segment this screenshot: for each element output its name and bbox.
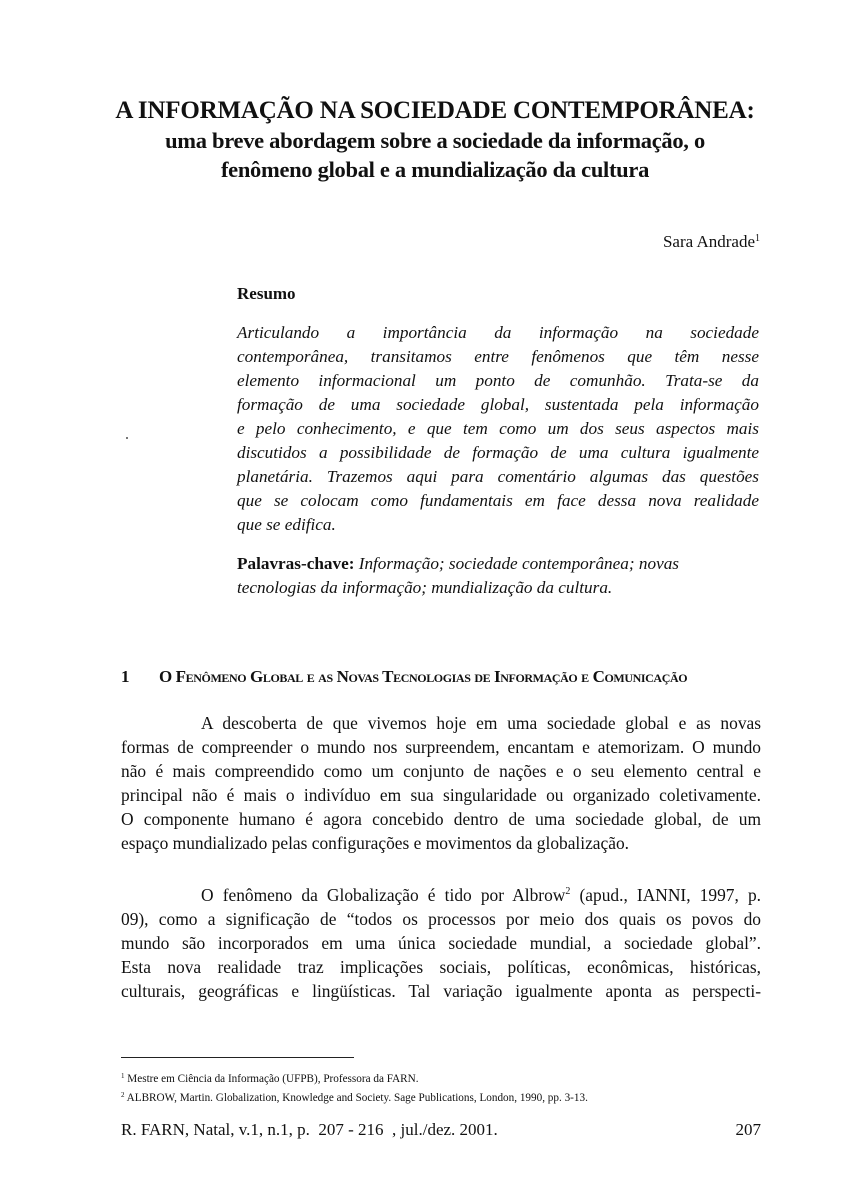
journal-citation: R. FARN, Natal, v.1, n.1, p. 207 - 216 , jul./dez. 2001. [121,1120,498,1139]
abstract-line: elemento informacional um ponto de comunhão. Trata-se da [237,371,759,390]
abstract-line: que se colocam como fundamentais em face dessa nova realidade [237,491,759,510]
abstract-line: Articulando a importância da informação na sociedade [237,323,759,342]
paragraph-line: espaço mundializado pelas configurações e movimentos da globalização. [121,833,630,853]
keywords-values: tecnologias da informação; mundialização da cultura. [237,578,613,597]
paragraph-line: mundo são incorporados em uma única sociedade mundial, a sociedade global”. [121,933,761,953]
keywords [237,552,759,600]
paragraph-text: (apud., IANNI, 1997, p. [570,885,761,905]
footnote-mark: 2 [565,886,571,897]
keywords-label: Palavras-chave: [237,554,355,573]
abstract-heading: Resumo [237,284,296,303]
paragraph-line: 09), como a significação de “todos os processos por meio dos quais os povos do [121,909,761,929]
paragraph-line: culturais, geográficas e lingüísticas. Tal variação igualmente aponta as perspecti- [121,981,761,1001]
keywords-values: Informação; sociedade contemporânea; novas [354,554,679,573]
paragraph-text: O fenômeno da Globalização é tido por Albrow [201,885,566,905]
abstract-line: contemporânea, transitamos entre fenômenos que têm nesse [237,347,759,366]
section-number: 1 [121,667,130,686]
footnote-text: Mestre em Ciência da Informação (UFPB), Professora da FARN. [124,1073,419,1085]
abstract-line: planetária. Trazemos aqui para comentário algumas das questões [237,467,759,486]
footnote [121,1087,761,1106]
footnote-mark: 1 [755,233,760,244]
paragraph-line: Esta nova realidade traz implicações sociais, políticas, econômicas, históricas, [121,957,761,977]
footnotes [121,1068,761,1106]
abstract-line: formação de uma sociedade global, sustentada pela informação [237,395,759,414]
paragraph-line: A descoberta de que vivemos hoje em uma sociedade global e as novas [201,713,761,733]
article-title [110,96,760,184]
author-name: Sara Andrade [662,232,755,251]
scan-speck [126,437,128,439]
author-byline [663,232,760,252]
footnote-mark: 1 [121,1072,125,1080]
paragraph-line: formas de compreender o mundo nos surpreendem, encantam e atemorizam. O mundo [121,737,761,757]
paragraph-line: O componente humano é agora concebido dentro de uma sociedade global, de um [121,809,761,829]
footnote-divider [121,1057,354,1058]
abstract-line: e pelo conhecimento, e que tem como um dos seus aspectos mais [237,419,759,438]
footnote-text: ALBROW, Martin. Globalization, Knowledge and Society. Sage Publications, London, 1990, pp. 3-13. [124,1092,588,1104]
title-subtitle-line: uma breve abordagem sobre a sociedade da informação, o [165,128,705,153]
paragraph [121,711,761,855]
abstract-body [237,321,759,537]
footnote [121,1068,761,1087]
page-footer [121,1120,761,1140]
page-number: 207 [735,1120,761,1139]
paragraph-line [121,880,761,907]
footnote-mark: 2 [121,1091,125,1099]
section-title: O Fenômeno Global e as Novas Tecnologias de Informação e Comunicação [159,667,688,686]
section-heading [121,667,761,687]
title-main: A INFORMAÇÃO NA SOCIEDADE CONTEMPORÂNEA: [115,97,755,124]
abstract-line: discutidos a possibilidade de formação de uma cultura igualmente [237,443,759,462]
paragraph-line: não é mais compreendido como um conjunto de nações e o seu elemento central e [121,761,761,781]
abstract-line: que se edifica. [237,515,336,534]
abstract-section [237,284,759,600]
title-subtitle-line: fenômeno global e a mundialização da cultura [220,157,650,182]
paragraph-line: principal não é mais o indivíduo em sua singularidade ou organizado coletivamente. [121,785,761,805]
paragraph [121,880,761,1003]
